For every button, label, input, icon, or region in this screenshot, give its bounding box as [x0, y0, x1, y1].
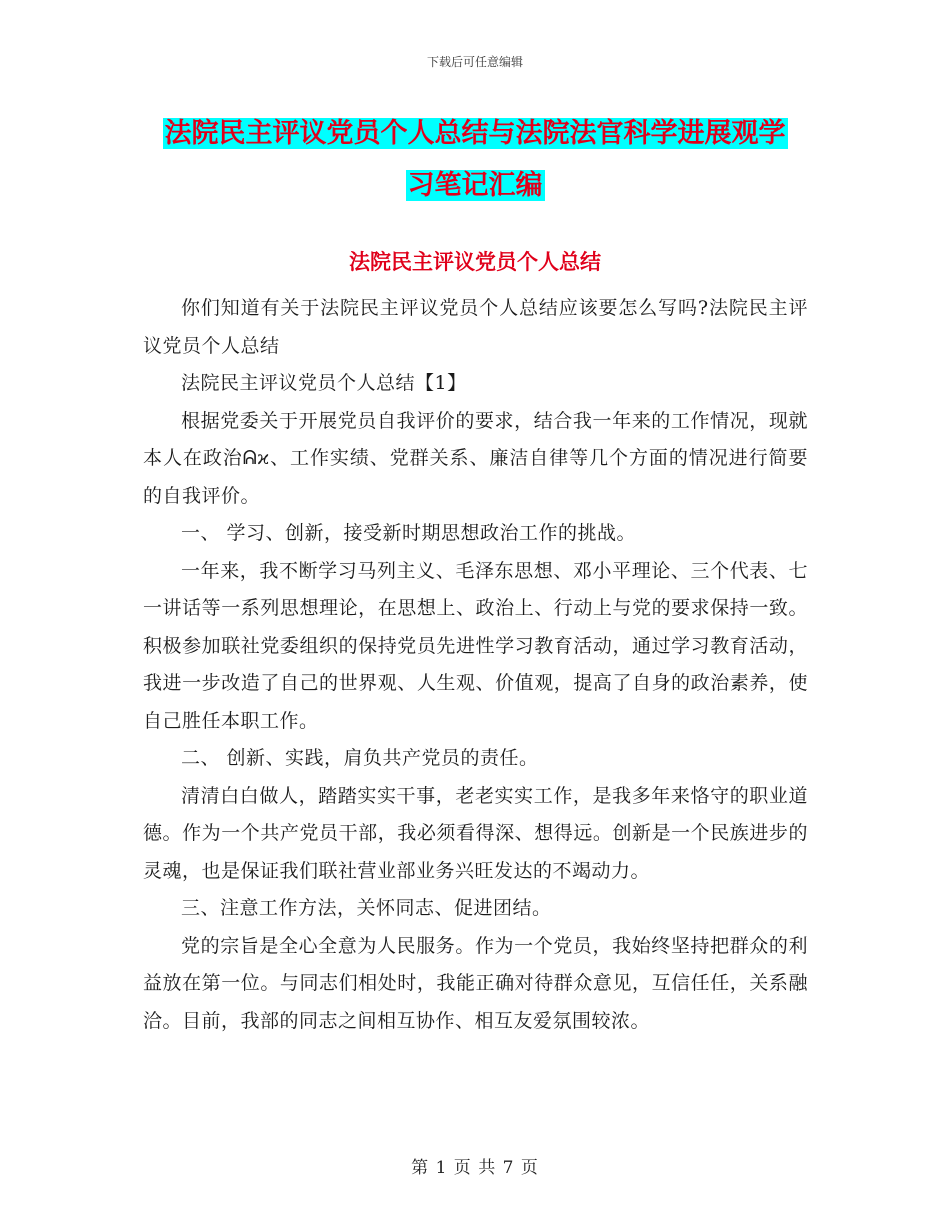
paragraph: 党的宗旨是全心全意为人民服务。作为一个党员，我始终坚持把群众的利益放在第一位。与同志们相处时，我能正确对待群众意见，互信任任，关系融洽。目前，我部的同志之间相互协作、相互友爱氛围较浓。 [143, 934, 808, 1032]
section-title: 法院民主评议党员个人总结 [349, 250, 601, 274]
paragraph: 根据党委关于开展党员自我评价的要求，结合我一年来的工作情况，现就本人在政治ᕱϰ、工作实绩、党群关系、廉洁自律等几个方面的情况进行简要的自我评价。 [143, 409, 808, 507]
paragraph: 清清白白做人，踏踏实实干事，老老实实工作，是我多年来恪守的职业道德。作为一个共产党员干部，我必须看得深、想得远。创新是一个民族进步的灵魂，也是保证我们联社营业部业务兴旺发达的不竭动力。 [143, 784, 808, 882]
paragraph: 你们知道有关于法院民主评议党员个人总结应该要怎么写吗?法院民主评议党员个人总结 [143, 297, 808, 357]
paragraph: 二、 创新、实践，肩负共产党员的责任。 [181, 747, 539, 769]
document-body [143, 290, 808, 1040]
document-title-line-1: 法院民主评议党员个人总结与法院法官科学进展观学 [164, 118, 786, 149]
header-note: 下载后可任意编辑 [426, 55, 523, 69]
page-footer: 第 1 页 共 7 页 [411, 1158, 539, 1178]
document-title [0, 108, 950, 212]
document-title-line-2: 习笔记汇编 [407, 170, 543, 201]
paragraph: 法院民主评议党员个人总结【1】 [181, 372, 467, 394]
paragraph: 一年来，我不断学习马列主义、毛泽东思想、邓小平理论、三个代表、七一讲话等一系列思想理论，在思想上、政治上、行动上与党的要求保持一致。积极参加联社党委组织的保持党员先进性学习教育活动，通过学习教育活动，我进一步改造了自己的世界观、人生观、价值观，提高了自身的政治素养，使自己胜任本职工作。 [143, 559, 808, 732]
paragraph: 一、 学习、创新，接受新时期思想政治工作的挑战。 [181, 522, 637, 544]
paragraph: 三、注意工作方法，关怀同志、促进团结。 [181, 897, 552, 919]
